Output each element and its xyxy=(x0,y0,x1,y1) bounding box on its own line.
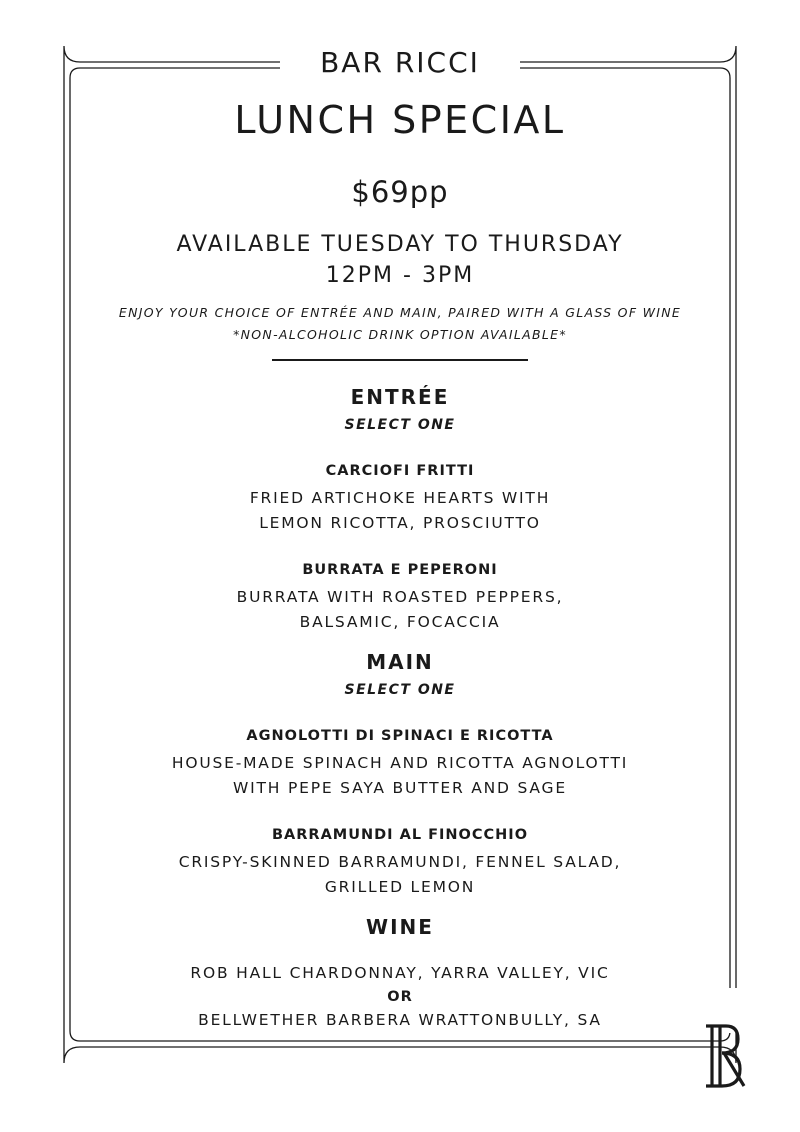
wine-options xyxy=(0,962,800,1032)
intro-note xyxy=(0,302,800,346)
entree-heading: ENTRÉE xyxy=(350,385,450,409)
dish-name: BURRATA E PEPERONI xyxy=(302,562,498,578)
availability-days: AVAILABLE TUESDAY TO THURSDAY xyxy=(176,232,624,257)
dish-description xyxy=(0,585,800,634)
menu-title: LUNCH SPECIAL xyxy=(234,98,566,142)
dish-description-line: WITH PEPE SAYA BUTTER AND SAGE xyxy=(233,778,567,797)
dish-description xyxy=(0,751,800,800)
dish-description xyxy=(0,850,800,899)
wine-heading: WINE xyxy=(366,915,434,939)
intro-line-2: *NON-ALCOHOLIC DRINK OPTION AVAILABLE* xyxy=(233,327,567,342)
dish-description-line: FRIED ARTICHOKE HEARTS WITH xyxy=(249,489,551,507)
brand-name: BAR RICCI xyxy=(320,46,480,79)
dish-name: CARCIOFI FRITTI xyxy=(325,463,475,479)
price: $69pp xyxy=(351,175,449,209)
dish-description-line: BURRATA WITH ROASTED PEPPERS, xyxy=(236,588,564,606)
main-select-note: SELECT ONE xyxy=(344,682,456,698)
dish-description-line: BALSAMIC, FOCACCIA xyxy=(299,612,501,631)
availability xyxy=(0,229,800,291)
wine-option: BELLWETHER BARBERA WRATTONBULLY, SA xyxy=(198,1011,602,1029)
wine-option: ROB HALL CHARDONNAY, YARRA VALLEY, VIC xyxy=(190,964,610,982)
dish-description-line: GRILLED LEMON xyxy=(324,877,476,896)
dish-description-line: CRISPY-SKINNED BARRAMUNDI, FENNEL SALAD, xyxy=(178,853,622,871)
main-heading: MAIN xyxy=(366,650,434,674)
dish-description-line: HOUSE-MADE SPINACH AND RICOTTA AGNOLOTTI xyxy=(171,754,629,772)
dish-description-line: LEMON RICOTTA, PROSCIUTTO xyxy=(259,513,541,532)
dish-name: BARRAMUNDI AL FINOCCHIO xyxy=(271,827,529,843)
intro-line-1: ENJOY YOUR CHOICE OF ENTRÉE AND MAIN, PAIRED WITH A GLASS OF WINE xyxy=(118,305,682,320)
availability-time: 12PM - 3PM xyxy=(325,263,475,288)
divider xyxy=(272,359,528,361)
br-monogram-icon xyxy=(700,1022,750,1090)
dish-description xyxy=(0,486,800,535)
wine-or: OR xyxy=(387,989,413,1005)
entree-select-note: SELECT ONE xyxy=(344,417,456,433)
dish-name: AGNOLOTTI DI SPINACI E RICOTTA xyxy=(246,728,554,744)
